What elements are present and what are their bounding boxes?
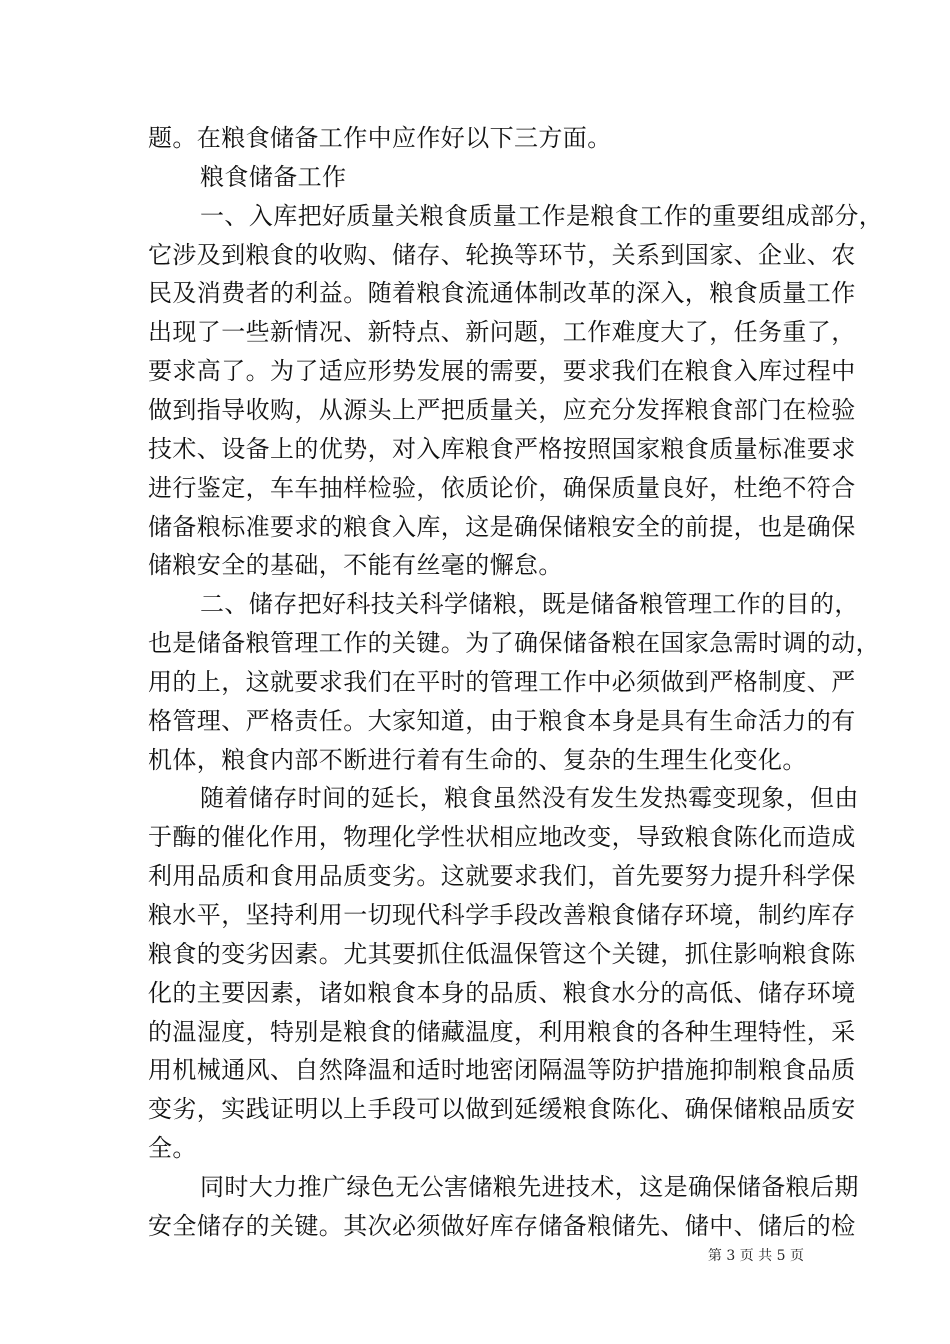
text-line: 出现了一些新情况、新特点、新问题，工作难度大了，任务重了， [148, 318, 856, 347]
text-line: 粮水平，坚持利用一切现代科学手段改善粮食储存环境，制约库存 [148, 901, 856, 929]
text-line: 二、储存把好科技关科学储粮，既是储备粮管理工作的目的， [200, 590, 859, 619]
text-line: 安全储存的关键。其次必须做好库存储备粮储先、储中、储后的检 [148, 1211, 856, 1240]
text-line: 技术、设备上的优势，对入库粮食严格按照国家粮食质量标准要求 [148, 434, 856, 463]
text-line: 化的主要因素，诸如粮食本身的品质、粮食水分的高低、储存环境 [148, 978, 856, 1007]
text-line: 同时大力推广绿色无公害储粮先进技术，这是确保储备粮后期 [200, 1172, 859, 1201]
text-line: 格管理、严格责任。大家知道，由于粮食本身是具有生命活力的有 [148, 706, 856, 735]
text-line: 机体，粮食内部不断进行着有生命的、复杂的生理生化变化。 [148, 745, 807, 774]
text-line: 要求高了。为了适应形势发展的需要，要求我们在粮食入库过程中 [148, 357, 856, 386]
text-line: 题。在粮食储备工作中应作好以下三方面。 [148, 124, 612, 152]
page-number: 第 3 页 共 5 页 [707, 1248, 804, 1264]
text-line: 也是储备粮管理工作的关键。为了确保储备粮在国家急需时调的动， [148, 629, 880, 658]
text-line: 的温湿度，特别是粮食的储藏温度，利用粮食的各种生理特性，采 [148, 1017, 856, 1046]
text-line: 用的上，这就要求我们在平时的管理工作中必须做到严格制度、严 [148, 667, 856, 696]
text-line: 进行鉴定，车车抽样检验，依质论价，确保质量良好，杜绝不符合 [148, 473, 856, 502]
text-line: 储粮安全的基础，不能有丝毫的懈怠。 [148, 551, 563, 580]
text-line: 粮食储备工作 [200, 162, 347, 191]
text-line: 储备粮标准要求的粮食入库，这是确保储粮安全的前提，也是确保 [148, 512, 856, 541]
text-line: 利用品质和食用品质变劣。这就要求我们，首先要努力提升科学保 [148, 862, 856, 891]
text-line: 随着储存时间的延长，粮食虽然没有发生发热霉变现象，但由 [200, 784, 859, 813]
text-line: 民及消费者的利益。随着粮食流通体制改革的深入，粮食质量工作 [148, 279, 856, 308]
text-line: 做到指导收购，从源头上严把质量关，应充分发挥粮食部门在检验 [148, 395, 856, 424]
text-line: 变劣，实践证明以上手段可以做到延缓粮食陈化、确保储粮品质安 [148, 1095, 856, 1124]
text-line: 用机械通风、自然降温和适时地密闭隔温等防护措施抑制粮食品质 [148, 1056, 856, 1085]
text-line: 于酶的催化作用，物理化学性状相应地改变，导致粮食陈化而造成 [148, 823, 856, 852]
text-line: 粮食的变劣因素。尤其要抓住低温保管这个关键，抓住影响粮食陈 [148, 939, 856, 968]
text-line: 它涉及到粮食的收购、储存、轮换等环节，关系到国家、企业、农 [148, 240, 856, 269]
text-line: 一、入库把好质量关粮食质量工作是粮食工作的重要组成部分， [200, 201, 884, 230]
text-line: 全。 [148, 1134, 197, 1163]
